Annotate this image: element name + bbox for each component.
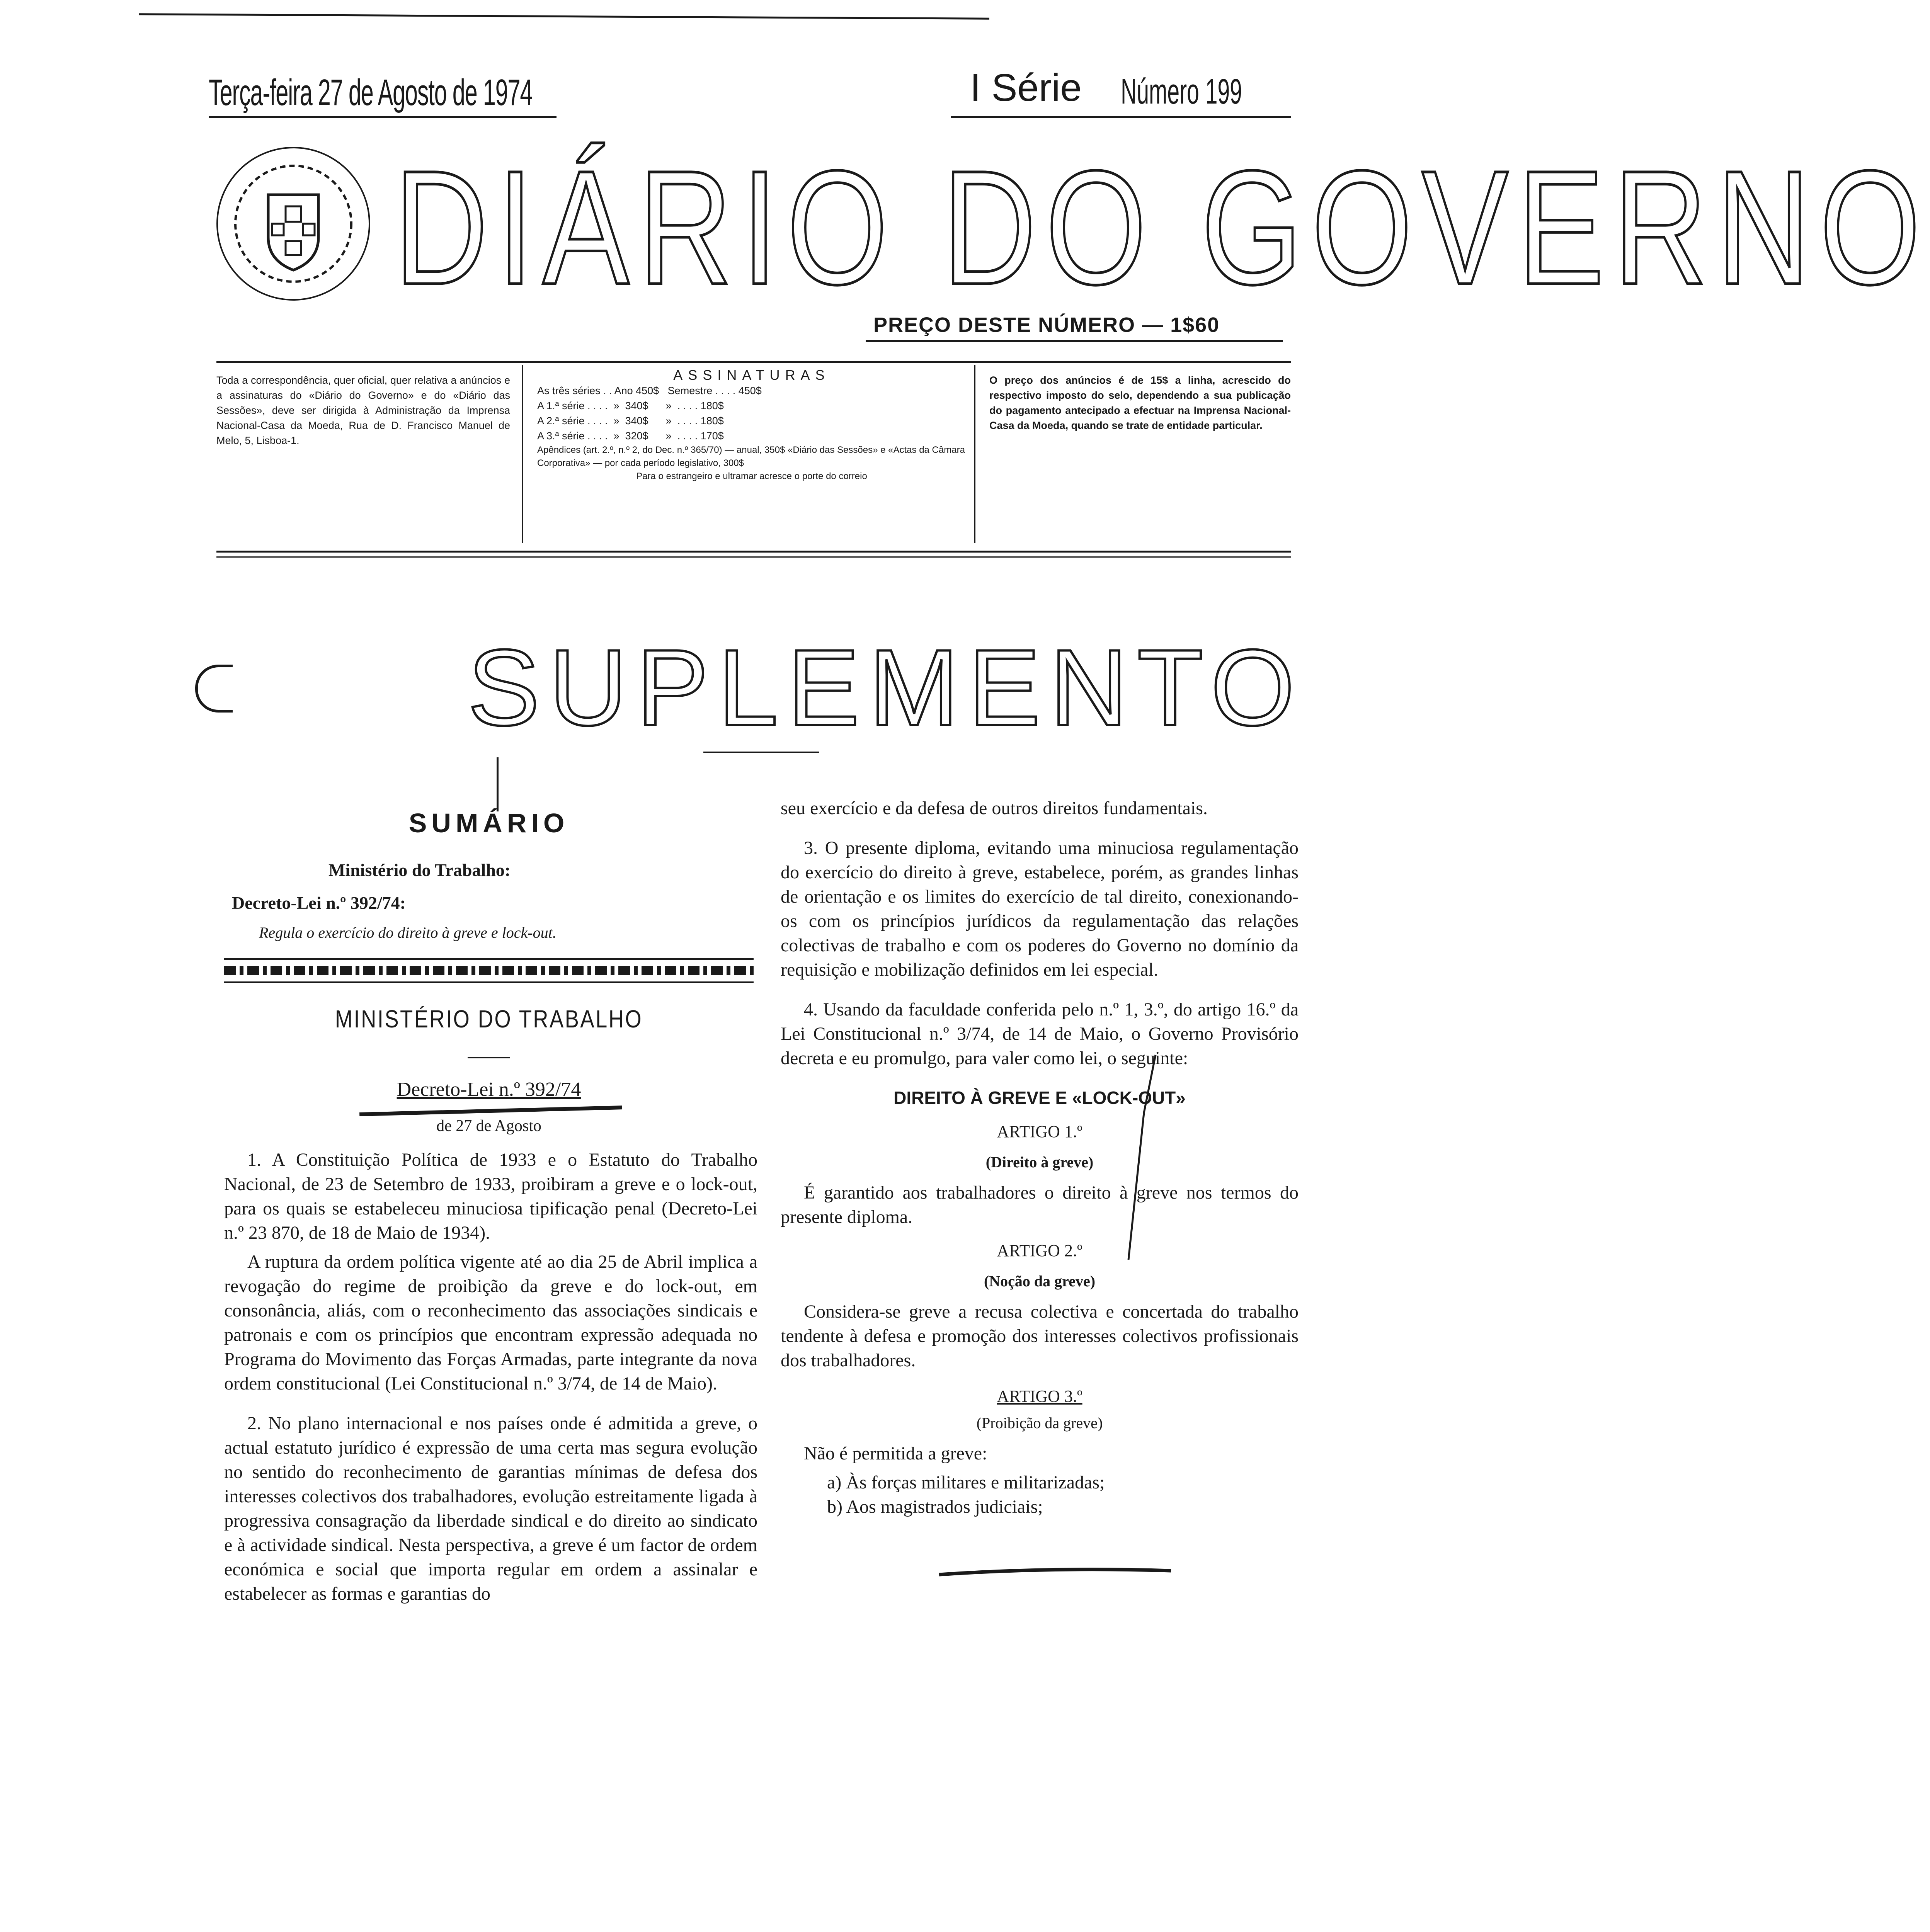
list-item: a) Às forças militares e militarizadas;	[827, 1472, 1105, 1493]
info-box-top-rule	[216, 361, 1291, 363]
subscription-foot: Para o estrangeiro e ultramar acresce o porte do correio	[636, 471, 867, 481]
subscription-row: A 3.ª série . . . . » 320$ » . . . . 170$	[537, 430, 724, 442]
coat-of-arms-emblem	[216, 147, 370, 301]
info-divider-right	[974, 365, 975, 543]
issue-price: PREÇO DESTE NÚMERO — 1$60	[873, 313, 1220, 337]
paragraph: 3. O presente diploma, evitando uma minuciosa regulamentação do exercício do direito à greve, estabelece, porém, as grandes linhas de orientação e os limites do exercício de tal direito, conexionando-os com os princípios jurídicos da regulamentação das relações colectivas de trabalho e com os poderes do Governo no domínio da requisição e mobilização definidos em lei especial.	[781, 838, 1299, 980]
summary-decree-description: Regula o exercício do direito à greve e lock-out.	[259, 924, 557, 941]
decree-preamble-right	[781, 796, 1299, 1519]
paragraph: 4. Usando da faculdade conferida pelo n.º 1, 3.º, do artigo 16.º da Lei Constitucional n.º 3/74, de 14 de Maio, o Governo Provisório decreta e eu promulgo, para valer como lei, o seguinte:	[781, 999, 1299, 1068]
paragraph: A ruptura da ordem política vigente até ao dia 25 de Abril implica a revogação do regime de proibição da greve e do lock-out, em consonância, aliás, com o reconhecimento das associações sindicais e patronais e com os princípios que encontram expressão adequada no Programa do Movimento das Forças Armadas, parte integrante da nova ordem constitucional (Lei Constitucional n.º 3/74, de 14 de Maio).	[224, 1252, 757, 1394]
article-1-text: É garantido aos trabalhadores o direito à greve nos termos do presente diploma.	[781, 1182, 1299, 1227]
issue-number: Número 199	[1121, 72, 1242, 111]
summary-title: SUMÁRIO	[408, 808, 569, 838]
scan-top-edge	[139, 13, 989, 20]
summary-rule-2	[224, 981, 754, 983]
series-underline	[951, 116, 1291, 118]
series-label: I Série	[970, 66, 1082, 109]
info-box-bottom-rule	[216, 551, 1291, 553]
ornamental-divider	[224, 966, 754, 975]
summary-ministry: Ministério do Trabalho:	[328, 860, 511, 880]
summary-decree: Decreto-Lei n.º 392/74:	[232, 893, 406, 913]
subscription-row: As três séries . . Ano 450$ Semestre . . . . 450$	[537, 385, 762, 396]
date-underline	[209, 116, 557, 118]
pen-annotation-mark	[1113, 1051, 1175, 1267]
subscriptions-title: ASSINATURAS	[673, 367, 830, 383]
article-3-title: ARTIGO 3.º	[997, 1387, 1082, 1406]
supplement-title: SUPLEMENTO	[468, 628, 1304, 748]
subscription-note: Apêndices (art. 2.º, n.º 2, do Dec. n.º 365/70) — anual, 350$ «Diário das Sessões» e «Actas da Câmara Corporativa» — por cada período legislativo, 300$	[537, 445, 965, 468]
list-item: b) Aos magistrados judiciais;	[827, 1497, 1043, 1517]
article-1-title: ARTIGO 1.º	[997, 1122, 1082, 1141]
chapter-heading: DIREITO À GREVE E «LOCK-OUT»	[894, 1088, 1186, 1108]
scan-punch-mark	[195, 665, 233, 713]
subscription-row: A 2.ª série . . . . » 340$ » . . . . 180$	[537, 415, 724, 427]
decree-underline-mark	[359, 1105, 622, 1116]
subscriptions-block	[537, 367, 966, 483]
article-2-text: Considera-se greve a recusa colectiva e concertada do trabalho tendente à defesa e promoção dos interesses colectivos profissionais dos trabalhadores.	[781, 1301, 1299, 1371]
article-3-subtitle: (Proibição da greve)	[976, 1414, 1103, 1432]
paragraph: seu exercício e da defesa de outros direitos fundamentais.	[781, 798, 1208, 818]
paragraph: 1. A Constituição Política de 1933 e o Estatuto do Trabalho Nacional, de 23 de Setembro de 1933, proibiram a greve e o lock-out, para os quais se estabeleceu minuciosa tipificação penal (Decreto-Lei n.º 23 870, de 18 de Maio de 1934).	[224, 1150, 757, 1243]
decree-date: de 27 de Agosto	[436, 1117, 541, 1135]
price-underline	[866, 340, 1283, 342]
info-box-bottom-rule-2	[216, 556, 1291, 558]
pen-underline-mark	[935, 1565, 1175, 1580]
supplement-divider	[703, 752, 819, 753]
info-divider-left	[522, 365, 523, 543]
masthead-title: DIÁRIO DO GOVERNO	[394, 137, 1930, 318]
decree-title: Decreto-Lei n.º 392/74	[397, 1078, 581, 1100]
article-2-title: ARTIGO 2.º	[997, 1241, 1082, 1260]
advertising-notice: O preço dos anúncios é de 15$ a linha, acrescido do respectivo imposto do selo, dependendo a sua publicação do pagamento antecipado a efectuar na Imprensa Nacional-Casa da Moeda, quando se trate de entidade particular.	[989, 374, 1291, 431]
article-2-subtitle: (Noção da greve)	[984, 1272, 1096, 1290]
subscription-row: A 1.ª série . . . . » 340$ » . . . . 180$	[537, 400, 724, 412]
summary-vertical-mark	[497, 757, 499, 811]
summary-rule	[224, 958, 754, 960]
decree-preamble-left	[224, 1148, 757, 1611]
paragraph: 2. No plano internacional e nos países onde é admitida a greve, o actual estatuto jurídico é expressão de uma certa mas segura evolução no sentido do reconhecimento de garantias mínimas de defesa dos interesses colectivos dos trabalhadores, evolução estreitamente ligada à progressiva consagração da liberdade sindical e do direito ao sindicato e à actividade sindical. Nesta perspectiva, a greve é um factor de ordem económica e social que importa regular em ordem a assinalar e estabelecer as formas e garantias do	[224, 1413, 757, 1604]
ministry-divider	[468, 1057, 510, 1058]
ministry-heading: MINISTÉRIO DO TRABALHO	[335, 1005, 643, 1033]
article-1-subtitle: (Direito à greve)	[985, 1153, 1094, 1171]
shield-icon	[218, 148, 369, 299]
article-3-text: Não é permitida a greve:	[804, 1443, 987, 1464]
correspondence-notice: Toda a correspondência, quer oficial, quer relativa a anúncios e a assinaturas do «Diário do Governo» e do «Diário das Sessões», deve ser dirigida à Administração da Imprensa Nacional-Casa da Moeda, Rua de D. Francisco Manuel de Melo, 5, Lisboa-1.	[216, 374, 510, 446]
date-line: Terça-feira 27 de Agosto de 1974	[209, 72, 533, 113]
